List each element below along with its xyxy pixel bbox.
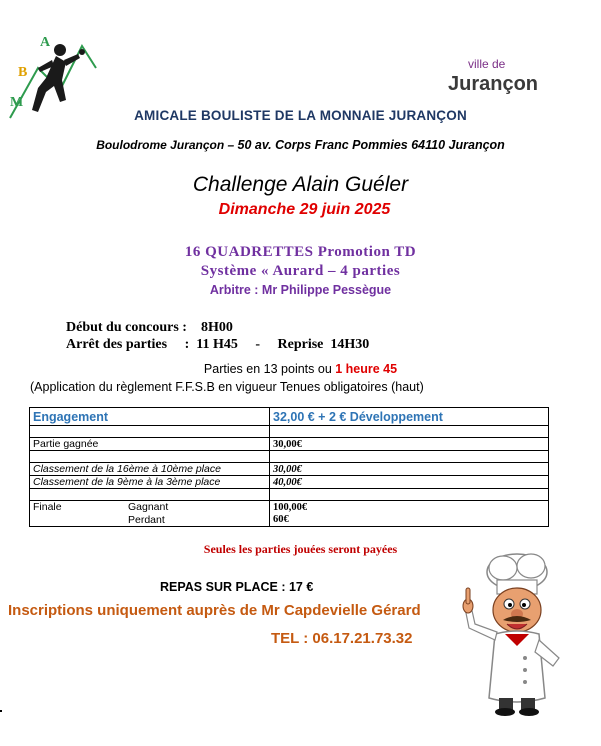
points-rule-highlight: 1 heure 45	[335, 362, 398, 376]
table-row	[30, 408, 549, 426]
table-row	[30, 451, 549, 463]
table-row	[30, 438, 549, 451]
stop-time: Arrêt des parties : 11 H45 - Reprise 14H30	[66, 337, 370, 352]
partie-label: Partie gagnée	[30, 438, 270, 451]
table-row	[30, 463, 549, 476]
logo-letter-m: M	[10, 95, 24, 110]
class2-label: Classement de la 9ème à la 3ème place	[30, 476, 270, 489]
gagnant-label: Gagnant	[128, 501, 169, 514]
points-rule-prefix: Parties en 13 points ou	[203, 362, 336, 376]
ville-de-jurancon-logo	[446, 52, 546, 102]
engagement-value: 32,00 € + 2 € Développement	[270, 408, 549, 426]
registration-info: Inscriptions uniquement auprès de Mr Capdevielle Gérard	[8, 602, 421, 619]
prize-table	[29, 407, 549, 527]
venue-prefix: Boulodrome Jurançon –	[96, 138, 238, 152]
gagnant-value: 100,00€	[270, 501, 549, 514]
event-date: Dimanche 29 juin 2025	[218, 201, 391, 218]
stray-dot	[0, 710, 2, 712]
perdant-label: Perdant	[128, 513, 165, 526]
table-row	[30, 489, 549, 501]
logo-letter-a: A	[40, 35, 51, 50]
engagement-label: Engagement	[30, 408, 270, 426]
logo-right-line2: Jurançon	[448, 73, 539, 95]
logo-right-line1: ville de	[468, 57, 506, 71]
venue-address: 50 av. Corps Franc Pommies 64110 Jurançon	[237, 138, 505, 152]
referee: Arbitre : Mr Philippe Pessègue	[209, 283, 392, 297]
club-name: AMICALE BOULISTE DE LA MONNAIE JURANÇON	[134, 108, 467, 123]
table-row	[30, 426, 549, 438]
table-row	[30, 514, 549, 527]
class1-label: Classement de la 16ème à 10ème place	[30, 463, 270, 476]
table-row	[30, 501, 549, 514]
venue-line	[0, 138, 601, 152]
chef-mascot-icon	[455, 548, 575, 718]
regulation-note: (Application du règlement F.F.S.B en vigueur Tenues obligatoires (haut)	[30, 380, 424, 394]
start-time: Début du concours : 8H00	[66, 320, 233, 335]
meal-info: REPAS SUR PLACE : 17 €	[160, 580, 314, 594]
table-row	[30, 476, 549, 489]
payment-note: Seules les parties jouées seront payées	[203, 542, 398, 556]
logo-letter-b: B	[18, 65, 28, 80]
partie-value: 30,00€	[270, 438, 549, 451]
points-rule	[0, 362, 601, 376]
event-title: Challenge Alain Guéler	[192, 173, 409, 196]
finale-label: Finale	[33, 501, 62, 514]
phone-number: TEL : 06.17.21.73.32	[271, 630, 413, 647]
format-line-1: 16 QUADRETTES Promotion TD	[184, 244, 417, 260]
perdant-value: 60€	[270, 514, 549, 527]
format-line-2: Système « Aurard – 4 parties	[200, 263, 401, 279]
class2-value: 40,00€	[270, 476, 549, 489]
class1-value: 30,00€	[270, 463, 549, 476]
